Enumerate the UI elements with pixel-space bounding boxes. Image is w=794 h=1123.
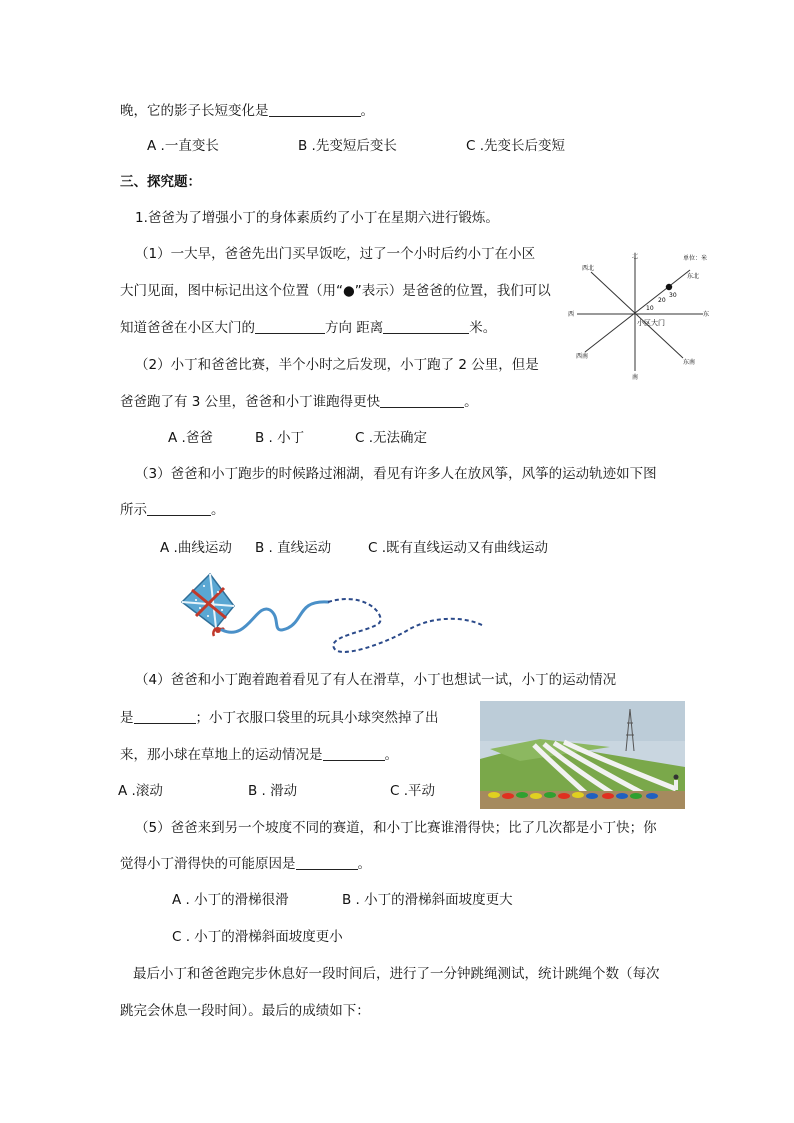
answer-blank[interactable] [269,102,361,117]
q1-part2-option-c: C .无法确定 [355,430,428,446]
option-a: A .一直变长 [147,138,219,154]
q1-part4-option-a: A .滚动 [118,783,163,799]
tick-30: 30 [669,292,677,299]
q1-part4-line1: （4）爸爸和小丁跑着跑着看见了有人在滑草，小丁也想试一试，小丁的运动情况 [135,672,617,688]
q1-part2-line1: （2）小丁和爸爸比赛，半个小时之后发现，小丁跑了 2 公里，但是 [135,357,539,373]
answer-blank[interactable] [147,501,211,516]
kite-illustration [178,572,498,662]
label-northeast: 东北 [687,273,700,280]
q1-part5-line1: （5）爸爸来到另一个坡度不同的赛道，和小丁比赛谁滑得快；比了几次都是小丁快；你 [135,820,657,836]
dad-position-marker [666,284,672,290]
option-c: C .先变长后变短 [466,138,566,154]
q1-part3-option-c: C .既有直线运动又有曲线运动 [368,540,549,556]
q1-part2-line2: 爸爸跑了有 3 公里，爸爸和小丁谁跑得更快 。 [120,394,478,410]
q1-part5-option-b: B . 小丁的滑梯斜面坡度更大 [342,892,513,908]
top-question-text: 晚，它的影子长短变化是 [120,103,269,119]
kite-tail [222,602,328,632]
answer-blank[interactable] [323,746,385,761]
compass-diagram [565,248,715,383]
top-question-line: 晚，它的影子长短变化是 。 [120,103,374,119]
q1-part1-line3: 知道爸爸在小区大门的 方向 距离 米。 [120,320,497,336]
q1-part3-line1: （3）爸爸和小丁跑步的时候路过湘湖，看见有许多人在放风筝，风筝的运动轨迹如下图 [135,466,657,482]
q1-part1-line1: （1）一大早，爸爸先出门买早饭吃，过了一个小时后约小丁在小区 [135,246,536,262]
person-figure [674,775,679,791]
direction-blank[interactable] [255,319,325,334]
answer-blank[interactable] [296,855,358,870]
section-title: 三、探究题： [120,174,201,190]
label-southwest: 西南 [576,353,589,360]
q1-part4-line3: 来，那小球在草地上的运动情况是 。 [120,747,398,763]
label-north: 北 [632,253,639,260]
label-west: 西 [568,311,575,318]
label-east: 东 [703,311,710,318]
q1-part5-option-a: A . 小丁的滑梯很滑 [172,892,289,908]
grass-slide-photo [480,701,685,809]
answer-blank[interactable] [380,393,464,408]
answer-blank[interactable] [134,709,196,724]
q1-part4-option-b: B . 滑动 [248,783,298,799]
closing-line1: 最后小丁和爸爸跑完步休息好一段时间后，进行了一分钟跳绳测试，统计跳绳个数（每次 [133,966,660,982]
q1-part5-line2: 觉得小丁滑得快的可能原因是 。 [120,856,371,872]
distance-blank[interactable] [383,319,469,334]
compass-axes [577,258,703,371]
label-south: 南 [632,374,639,381]
q1-part5-option-c: C . 小丁的滑梯斜面坡度更小 [172,929,343,945]
q1-part1-line2: 大门见面，图中标记出这个位置（用“●”表示）是爸爸的位置，我们可以 [120,283,551,299]
unit-label: 单位：米 [683,255,708,262]
q1-part3-option-b: B . 直线运动 [255,540,332,556]
q1-part2-option-b: B . 小丁 [255,430,305,446]
closing-line2: 跳完会休息一段时间）。最后的成绩如下： [120,1003,370,1019]
gate-label: 小区大门 [637,319,665,327]
question-intro: 1.爸爸为了增强小丁的身体素质约了小丁在星期六进行锻炼。 [135,210,499,226]
option-b: B .先变短后变长 [298,138,397,154]
tick-20: 20 [658,297,666,304]
tick-10: 10 [646,305,654,312]
kite-trajectory [328,599,484,652]
q1-part4-option-c: C .平动 [390,783,436,799]
label-southeast: 东南 [683,359,696,366]
q1-part4-line2: 是 ；小丁衣服口袋里的玩具小球突然掉了出 [120,710,439,726]
q1-part2-option-a: A .爸爸 [168,430,213,446]
q1-part3-option-a: A .曲线运动 [160,540,232,556]
q1-part3-line2: 所示 。 [120,502,225,518]
label-northwest: 西北 [582,265,595,272]
kite-icon [182,574,234,636]
